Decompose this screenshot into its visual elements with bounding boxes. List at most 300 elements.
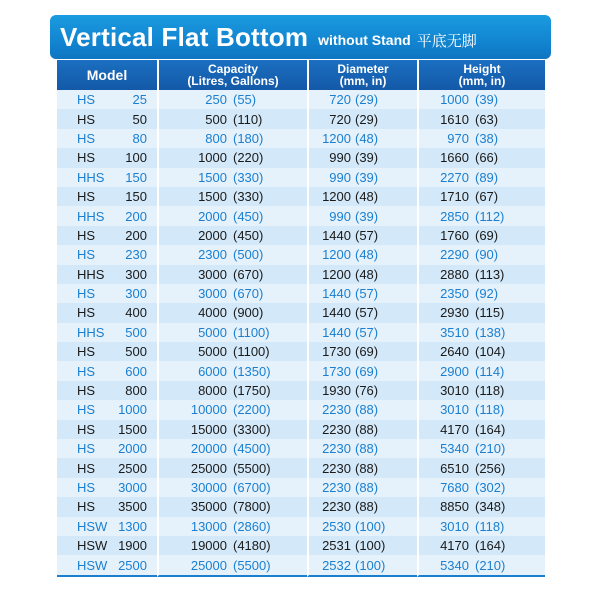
model-cell-secondary: 200 <box>125 208 147 224</box>
diameter-cell <box>307 226 417 245</box>
model-cell <box>57 478 157 497</box>
table-row <box>57 536 545 555</box>
height-cell-value: 1660 <box>440 150 469 166</box>
height-cell <box>417 226 545 245</box>
model-cell <box>57 109 157 128</box>
height-cell-value: 6510 <box>440 460 469 476</box>
capacity-cell-secondary: (4500) <box>233 441 271 457</box>
table-row <box>57 381 545 400</box>
model-cell-value: HS <box>77 441 96 457</box>
height-cell-value: 1760 <box>440 227 469 243</box>
table-row <box>57 265 545 284</box>
model-cell <box>57 245 157 264</box>
table-row <box>57 226 545 245</box>
diameter-cell-value: 1200 <box>322 189 351 205</box>
model-cell <box>57 381 157 400</box>
capacity-cell-value: 19000 <box>190 538 227 554</box>
capacity-cell-value: 3000 <box>198 266 227 282</box>
model-cell-secondary: 25 <box>132 92 147 108</box>
model-cell <box>57 361 157 380</box>
height-cell-value: 5340 <box>440 557 469 573</box>
height-cell <box>417 90 545 109</box>
capacity-cell-value: 1500 <box>198 169 227 185</box>
height-cell <box>417 420 545 439</box>
capacity-cell-value: 500 <box>205 111 227 127</box>
height-cell-secondary: (66) <box>475 150 499 166</box>
capacity-cell-value: 25000 <box>190 460 227 476</box>
table-row <box>57 361 545 380</box>
capacity-cell <box>157 226 307 245</box>
height-cell-secondary: (69) <box>475 227 499 243</box>
diameter-cell-value: 1440 <box>322 324 351 340</box>
capacity-cell-value: 4000 <box>198 305 227 321</box>
height-cell-secondary: (114) <box>475 363 505 379</box>
table-row <box>57 458 545 477</box>
diameter-cell-secondary: (57) <box>355 305 379 321</box>
height-cell-value: 1000 <box>440 92 469 108</box>
model-cell-value: HS <box>77 383 96 399</box>
diameter-cell-value: 2532 <box>322 557 351 573</box>
model-cell-secondary: 50 <box>132 111 147 127</box>
height-cell <box>417 168 545 187</box>
header-diameter-units: (mm, in) <box>339 74 387 88</box>
height-cell <box>417 284 545 303</box>
model-cell-secondary: 500 <box>125 344 147 360</box>
diameter-cell <box>307 187 417 206</box>
diameter-cell <box>307 420 417 439</box>
height-cell-secondary: (115) <box>475 305 505 321</box>
diameter-cell-value: 1200 <box>322 130 351 146</box>
model-cell <box>57 129 157 148</box>
capacity-cell-secondary: (2860) <box>233 518 271 534</box>
model-cell-secondary: 1900 <box>118 538 147 554</box>
capacity-cell-secondary: (330) <box>233 189 264 205</box>
model-cell <box>57 420 157 439</box>
diameter-cell-secondary: (48) <box>355 266 379 282</box>
model-cell <box>57 168 157 187</box>
header-capacity-units: (Litres, Gallons) <box>187 74 279 88</box>
capacity-cell <box>157 536 307 555</box>
model-cell <box>57 536 157 555</box>
capacity-cell <box>157 187 307 206</box>
height-cell-secondary: (92) <box>475 286 499 302</box>
capacity-cell-secondary: (2200) <box>233 402 271 418</box>
table-row <box>57 517 545 536</box>
diameter-cell <box>307 400 417 419</box>
capacity-cell-value: 13000 <box>190 518 227 534</box>
capacity-cell <box>157 284 307 303</box>
capacity-cell-secondary: (670) <box>233 266 264 282</box>
capacity-cell <box>157 206 307 225</box>
model-cell-value: HSW <box>77 538 108 554</box>
diameter-cell-value: 2230 <box>322 499 351 515</box>
height-cell-value: 8850 <box>440 499 469 515</box>
diameter-cell <box>307 284 417 303</box>
diameter-cell <box>307 206 417 225</box>
height-cell-secondary: (38) <box>475 130 499 146</box>
capacity-cell <box>157 439 307 458</box>
height-cell <box>417 458 545 477</box>
diameter-cell-secondary: (39) <box>355 150 379 166</box>
capacity-cell-value: 35000 <box>190 499 227 515</box>
capacity-cell-secondary: (180) <box>233 130 264 146</box>
capacity-cell <box>157 517 307 536</box>
table-row <box>57 109 545 128</box>
diameter-cell-secondary: (57) <box>355 324 379 340</box>
capacity-cell-secondary: (670) <box>233 286 264 302</box>
height-cell-secondary: (112) <box>475 208 505 224</box>
capacity-cell-value: 2300 <box>198 247 227 263</box>
title-main: Vertical Flat Bottom <box>60 21 309 52</box>
diameter-cell-secondary: (88) <box>355 480 379 495</box>
model-cell-secondary: 800 <box>125 383 147 399</box>
diameter-cell <box>307 361 417 380</box>
height-cell <box>417 555 545 576</box>
capacity-cell-value: 15000 <box>190 421 227 437</box>
capacity-cell-secondary: (5500) <box>233 557 271 573</box>
capacity-cell-value: 20000 <box>190 441 227 457</box>
model-cell <box>57 400 157 419</box>
capacity-cell-secondary: (3300) <box>233 421 271 437</box>
diameter-cell-value: 1730 <box>322 363 351 379</box>
capacity-cell-secondary: (220) <box>233 150 264 166</box>
height-cell-value: 4170 <box>440 538 469 554</box>
height-cell <box>417 439 545 458</box>
model-cell-value: HSW <box>77 557 108 573</box>
diameter-cell <box>307 555 417 576</box>
diameter-cell <box>307 439 417 458</box>
capacity-cell-value: 1500 <box>198 189 227 205</box>
model-cell-secondary: 1000 <box>118 402 147 418</box>
model-cell <box>57 284 157 303</box>
diameter-cell <box>307 148 417 167</box>
diameter-cell-secondary: (48) <box>355 189 379 205</box>
diameter-cell-secondary: (100) <box>355 538 386 554</box>
height-cell-secondary: (113) <box>475 266 505 282</box>
height-cell-value: 2640 <box>440 344 469 360</box>
height-cell-secondary: (90) <box>475 247 499 263</box>
diameter-cell-value: 1440 <box>322 286 351 302</box>
diameter-cell-secondary: (39) <box>355 169 379 185</box>
title-chinese: 平底无脚 <box>416 32 477 50</box>
height-cell-value: 1610 <box>440 111 469 127</box>
model-cell-secondary: 600 <box>125 363 147 379</box>
model-cell-secondary: 150 <box>125 189 147 205</box>
diameter-cell <box>307 168 417 187</box>
height-cell <box>417 109 545 128</box>
height-cell-value: 1710 <box>440 189 469 205</box>
table-row <box>57 303 545 322</box>
diameter-cell-secondary: (48) <box>355 130 379 146</box>
height-cell <box>417 536 545 555</box>
diameter-cell-value: 2230 <box>322 402 351 418</box>
header-capacity <box>157 60 307 90</box>
model-cell-value: HS <box>77 363 96 379</box>
model-cell <box>57 323 157 342</box>
height-cell-secondary: (138) <box>475 324 506 340</box>
title-sub: without Stand <box>318 32 411 48</box>
capacity-cell-value: 800 <box>205 130 227 146</box>
capacity-cell-secondary: (1100) <box>233 324 270 340</box>
model-cell-value: HS <box>77 460 96 476</box>
diameter-cell <box>307 517 417 536</box>
model-cell-secondary: 1300 <box>118 518 147 534</box>
model-cell-value: HS <box>77 344 96 360</box>
model-cell-value: HS <box>77 111 96 127</box>
model-cell-value: HHS <box>77 266 105 282</box>
model-cell-secondary: 300 <box>125 266 147 282</box>
height-cell <box>417 265 545 284</box>
model-cell-value: HS <box>77 247 96 263</box>
diameter-cell <box>307 323 417 342</box>
capacity-cell-secondary: (4180) <box>233 538 271 554</box>
capacity-cell <box>157 245 307 264</box>
diameter-cell <box>307 245 417 264</box>
header-diameter-label: Diameter <box>337 62 389 76</box>
capacity-cell <box>157 129 307 148</box>
model-cell <box>57 148 157 167</box>
height-cell <box>417 129 545 148</box>
table-row <box>57 187 545 206</box>
capacity-cell-secondary: (330) <box>233 169 264 185</box>
diameter-cell <box>307 497 417 516</box>
model-cell-secondary: 150 <box>125 169 147 185</box>
diameter-cell-secondary: (69) <box>355 344 379 360</box>
model-cell <box>57 303 157 322</box>
capacity-cell-secondary: (1100) <box>233 344 270 360</box>
height-cell-value: 2850 <box>440 208 469 224</box>
capacity-cell-secondary: (900) <box>233 305 264 321</box>
height-cell-secondary: (89) <box>475 169 499 185</box>
capacity-cell <box>157 458 307 477</box>
height-cell-secondary: (348) <box>475 499 506 515</box>
capacity-cell-value: 2000 <box>198 227 227 243</box>
capacity-cell <box>157 323 307 342</box>
table-row <box>57 420 545 439</box>
diameter-cell-value: 2531 <box>322 538 351 554</box>
height-cell-value: 2880 <box>440 266 469 282</box>
height-cell <box>417 381 545 400</box>
height-cell <box>417 303 545 322</box>
diameter-cell-value: 2230 <box>322 441 351 457</box>
capacity-cell-value: 1000 <box>198 150 227 166</box>
model-cell-secondary: 500 <box>125 324 147 340</box>
table-row <box>57 90 545 109</box>
height-cell-secondary: (302) <box>475 480 506 495</box>
model-cell-secondary: 3500 <box>118 499 147 515</box>
height-cell-secondary: (210) <box>475 557 506 573</box>
diameter-cell-value: 990 <box>329 169 351 185</box>
height-cell <box>417 361 545 380</box>
model-cell <box>57 517 157 536</box>
capacity-cell-secondary: (55) <box>233 92 257 108</box>
height-cell <box>417 517 545 536</box>
header-capacity-label: Capacity <box>207 62 259 76</box>
capacity-cell-value: 30000 <box>190 480 227 495</box>
table-row <box>57 497 545 516</box>
capacity-cell-value: 250 <box>205 92 227 108</box>
height-cell-value: 7680 <box>440 480 469 495</box>
diameter-cell <box>307 129 417 148</box>
diameter-cell-value: 1930 <box>322 383 351 399</box>
diameter-cell <box>307 381 417 400</box>
diameter-cell-value: 990 <box>329 150 351 166</box>
diameter-cell <box>307 342 417 361</box>
capacity-cell <box>157 168 307 187</box>
height-cell-value: 2900 <box>440 363 469 379</box>
height-cell <box>417 187 545 206</box>
height-cell-secondary: (67) <box>475 189 499 205</box>
model-cell-value: HS <box>77 92 96 108</box>
capacity-cell <box>157 109 307 128</box>
capacity-cell <box>157 497 307 516</box>
height-cell-value: 4170 <box>440 421 469 437</box>
diameter-cell-value: 1440 <box>322 305 351 321</box>
capacity-cell <box>157 478 307 497</box>
capacity-cell <box>157 342 307 361</box>
diameter-cell-value: 2230 <box>322 460 351 476</box>
capacity-cell-secondary: (1350) <box>233 363 271 379</box>
table-row <box>57 129 545 148</box>
table-row <box>57 323 545 342</box>
diameter-cell-secondary: (88) <box>355 460 379 476</box>
height-cell-secondary: (118) <box>475 383 505 399</box>
capacity-cell <box>157 420 307 439</box>
diameter-cell-value: 1440 <box>322 227 351 243</box>
capacity-cell-value: 25000 <box>190 557 227 573</box>
height-cell-value: 2290 <box>440 247 469 263</box>
model-cell-value: HSW <box>77 518 108 534</box>
capacity-cell-secondary: (1750) <box>233 383 271 399</box>
diameter-cell <box>307 458 417 477</box>
spec-table <box>57 60 545 577</box>
header-model-label: Model <box>86 67 128 83</box>
height-cell-secondary: (118) <box>475 402 505 418</box>
height-cell <box>417 148 545 167</box>
title-banner <box>50 15 551 59</box>
model-cell <box>57 342 157 361</box>
model-cell <box>57 458 157 477</box>
table-row <box>57 284 545 303</box>
diameter-cell-secondary: (100) <box>355 557 386 573</box>
model-cell-value: HS <box>77 286 96 302</box>
capacity-cell-value: 3000 <box>198 286 227 302</box>
capacity-cell-secondary: (6700) <box>233 480 271 495</box>
diameter-cell-value: 720 <box>329 111 351 127</box>
height-cell-value: 2270 <box>440 169 469 185</box>
capacity-cell-secondary: (110) <box>233 111 263 127</box>
height-cell-secondary: (164) <box>475 538 506 554</box>
height-cell-value: 2350 <box>440 286 469 302</box>
model-cell <box>57 497 157 516</box>
height-cell-secondary: (210) <box>475 441 506 457</box>
height-cell-value: 2930 <box>440 305 469 321</box>
model-cell-value: HHS <box>77 208 105 224</box>
height-cell <box>417 478 545 497</box>
capacity-cell <box>157 148 307 167</box>
model-cell-secondary: 200 <box>125 227 147 243</box>
height-cell-value: 3510 <box>440 324 469 340</box>
diameter-cell-secondary: (88) <box>355 402 379 418</box>
height-cell <box>417 245 545 264</box>
diameter-cell-value: 720 <box>329 92 351 108</box>
height-cell-secondary: (63) <box>475 111 499 127</box>
model-cell-value: HHS <box>77 169 105 185</box>
header-height <box>417 60 545 90</box>
model-cell-value: HS <box>77 499 96 515</box>
diameter-cell <box>307 90 417 109</box>
height-cell-secondary: (39) <box>475 92 499 108</box>
diameter-cell-secondary: (69) <box>355 363 379 379</box>
table-row <box>57 555 545 576</box>
diameter-cell-secondary: (88) <box>355 441 379 457</box>
diameter-cell-secondary: (29) <box>355 111 379 127</box>
diameter-cell-secondary: (88) <box>355 421 379 437</box>
height-cell <box>417 497 545 516</box>
table-row <box>57 342 545 361</box>
table-row <box>57 245 545 264</box>
height-cell-value: 5340 <box>440 441 469 457</box>
model-cell-value: HS <box>77 130 96 146</box>
table-row <box>57 148 545 167</box>
capacity-cell-secondary: (5500) <box>233 460 271 476</box>
table-body <box>57 90 545 577</box>
capacity-cell-value: 10000 <box>190 402 227 418</box>
capacity-cell <box>157 400 307 419</box>
header-diameter <box>307 60 417 90</box>
model-cell <box>57 226 157 245</box>
model-cell-secondary: 2500 <box>118 460 147 476</box>
header-height-label: Height <box>463 62 501 76</box>
table-row <box>57 478 545 497</box>
capacity-cell <box>157 381 307 400</box>
height-cell <box>417 400 545 419</box>
height-cell <box>417 206 545 225</box>
diameter-cell <box>307 109 417 128</box>
model-cell-value: HS <box>77 150 96 166</box>
model-cell-secondary: 300 <box>125 286 147 302</box>
model-cell-secondary: 2500 <box>118 557 147 573</box>
model-cell-value: HS <box>77 421 96 437</box>
diameter-cell-secondary: (100) <box>355 518 386 534</box>
header-row <box>57 60 545 90</box>
model-cell-secondary: 80 <box>132 130 147 146</box>
model-cell <box>57 90 157 109</box>
capacity-cell-secondary: (450) <box>233 227 264 243</box>
model-cell-value: HS <box>77 480 96 495</box>
height-cell-secondary: (256) <box>475 460 506 476</box>
diameter-cell-value: 2230 <box>322 421 351 437</box>
diameter-cell-value: 990 <box>329 208 351 224</box>
table-row <box>57 168 545 187</box>
diameter-cell <box>307 265 417 284</box>
height-cell <box>417 342 545 361</box>
model-cell-value: HHS <box>77 324 105 340</box>
capacity-cell <box>157 303 307 322</box>
model-cell-value: HS <box>77 402 96 418</box>
table-row <box>57 400 545 419</box>
diameter-cell-value: 1200 <box>322 247 351 263</box>
capacity-cell-value: 8000 <box>198 383 227 399</box>
model-cell-value: HS <box>77 189 96 205</box>
height-cell-value: 3010 <box>440 402 469 418</box>
height-cell-value: 3010 <box>440 518 469 534</box>
diameter-cell-secondary: (88) <box>355 499 379 515</box>
model-cell <box>57 187 157 206</box>
model-cell <box>57 206 157 225</box>
diameter-cell <box>307 478 417 497</box>
diameter-cell-secondary: (48) <box>355 247 379 263</box>
